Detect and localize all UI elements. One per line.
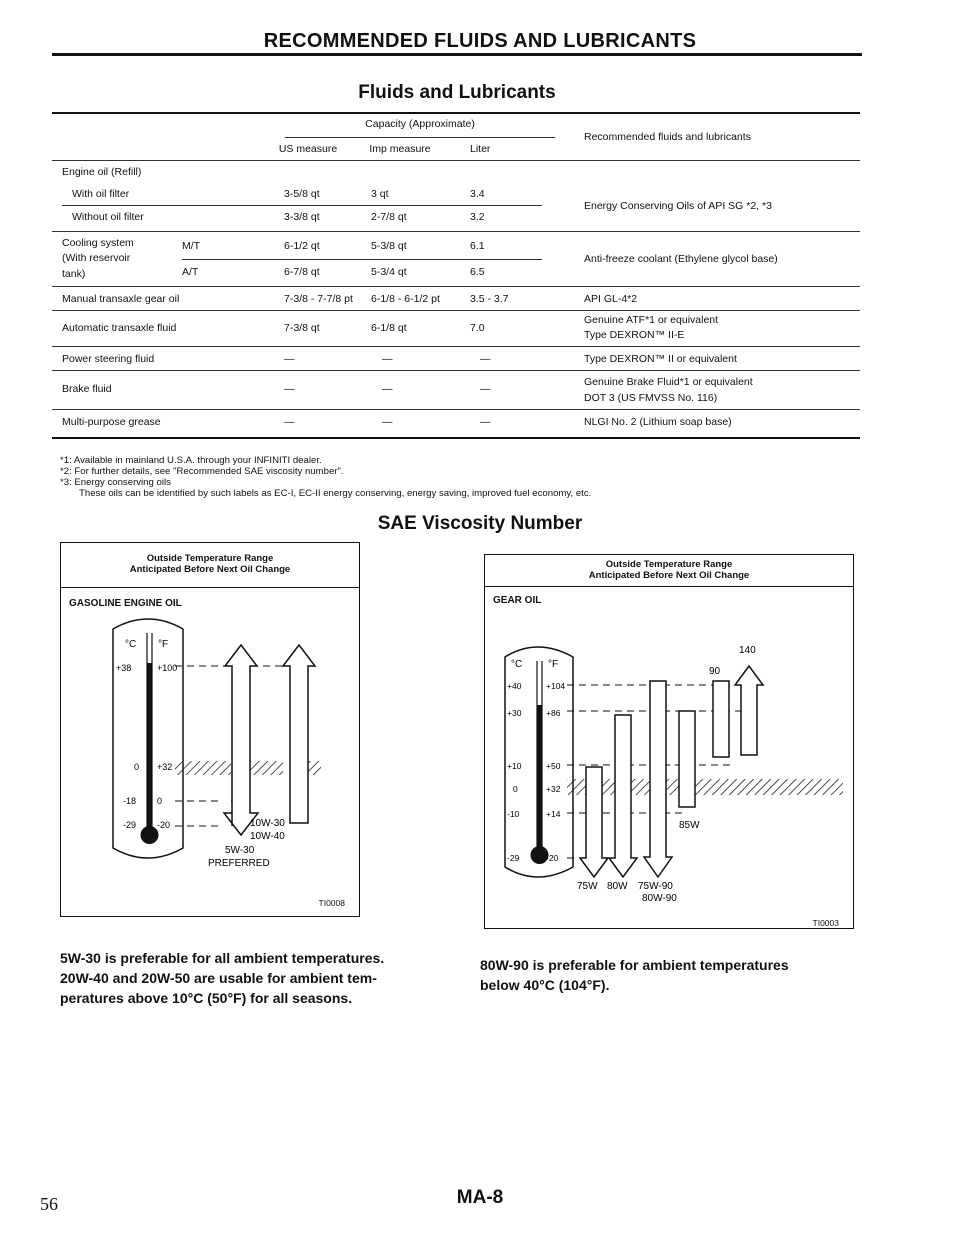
temp-f-label: +32: [157, 762, 173, 772]
cell-imp: 5-3/8 qt: [371, 240, 407, 252]
unit-c-label: °C: [511, 659, 523, 670]
box-header-line: Outside Temperature Range: [146, 553, 274, 564]
cell-liter: 3.4: [470, 188, 485, 200]
footnote: *1: Available in mainland U.S.A. through your INFINITI dealer.: [60, 455, 322, 466]
cell-recommended: NLGI No. 2 (Lithium soap base): [584, 416, 732, 428]
engine-oil-subtitle: GASOLINE ENGINE OIL: [69, 598, 182, 609]
engine-oil-caption: 5W-30 is preferable for all ambient temperatures. 20W-40 and 20W-50 are usable for ambient tem- peratures above 10°C (50°F) for all seasons.: [60, 950, 385, 1006]
steering-label: Power steering fluid: [62, 353, 155, 365]
cell-imp: 6-1/8 qt: [371, 322, 407, 334]
temp-c-label: +30: [507, 708, 522, 718]
gear-oil-chart-box: [484, 554, 854, 929]
page-code: MA-8: [456, 1187, 504, 1208]
cell-liter: 3.5 - 3.7: [470, 293, 509, 305]
cell-us: 6-1/2 qt: [284, 240, 320, 252]
label-140: 140: [739, 645, 756, 656]
cell-imp: 3 qt: [371, 188, 389, 200]
figure-code: TI0008: [318, 898, 345, 908]
cooling-label: tank): [62, 268, 86, 280]
engine-oil-viscosity-chart: [61, 543, 359, 915]
cell-recommended: Genuine Brake Fluid*1 or equivalent: [584, 376, 753, 388]
cell-liter: —: [480, 353, 491, 365]
temp-f-label: +100: [157, 663, 178, 673]
mt-label: M/T: [182, 240, 201, 252]
label-10w30: 10W-30: [250, 818, 285, 829]
cell-imp: —: [382, 353, 393, 365]
temp-f-label: -20: [157, 820, 171, 830]
section-title: Fluids and Lubricants: [358, 82, 556, 103]
temp-c-label: -10: [507, 809, 520, 819]
table-top-rule: [52, 112, 860, 114]
temp-c-label: 0: [513, 784, 518, 794]
automatic-label: Automatic transaxle fluid: [62, 322, 177, 334]
unit-c-label: °C: [125, 639, 137, 650]
cooling-label: (With reservoir: [62, 252, 131, 264]
label-80w: 80W: [607, 881, 628, 892]
engine-oil-chart-box: [60, 542, 360, 917]
cell-liter: 3.2: [470, 211, 485, 223]
with-filter-label: With oil filter: [72, 188, 130, 200]
cell-imp: —: [382, 416, 393, 428]
footnote: *3: Energy conserving oils: [60, 477, 171, 488]
sae-title: SAE Viscosity Number: [377, 513, 583, 534]
label-75w90: 75W-90: [638, 881, 673, 892]
unit-f-label: °F: [158, 639, 169, 650]
temp-c-label: +38: [116, 663, 132, 673]
temp-f-label: +32: [546, 784, 561, 794]
figure-code: TI0003: [812, 918, 839, 928]
cell-recommended: Anti-freeze coolant (Ethylene glycol base): [584, 253, 778, 265]
temp-c-label: -29: [123, 820, 137, 830]
cell-us: —: [284, 416, 295, 428]
cell-imp: 2-7/8 qt: [371, 211, 407, 223]
label-80w90: 80W-90: [642, 893, 677, 904]
col-liter-header: Liter: [470, 143, 491, 155]
temp-c-label: -29: [507, 853, 520, 863]
cell-us: —: [284, 383, 295, 395]
cell-imp: 6-1/8 - 6-1/2 pt: [371, 293, 440, 305]
temp-f-label: +86: [546, 708, 561, 718]
cell-recommended: Type DEXRON™ II-E: [584, 329, 685, 341]
temp-c-label: -18: [123, 796, 137, 806]
gear-oil-viscosity-chart: [485, 555, 853, 927]
label-10w40: 10W-40: [250, 831, 285, 842]
col-recommended-header: Recommended fluids and lubricants: [584, 131, 751, 143]
label-75w: 75W: [577, 881, 598, 892]
without-filter-label: Without oil filter: [72, 211, 144, 223]
page-number: 56: [40, 1194, 58, 1214]
hatch-band-32f: [567, 779, 843, 795]
temp-f-label: +104: [546, 681, 566, 691]
cell-liter: 6.5: [470, 266, 485, 278]
manual-label: Manual transaxle gear oil: [62, 293, 180, 305]
page-title: RECOMMENDED FLUIDS AND LUBRICANTS: [263, 30, 697, 52]
cell-liter: —: [480, 383, 491, 395]
capacity-header: Capacity (Approximate): [365, 118, 475, 130]
cell-us: 7-3/8 qt: [284, 322, 320, 334]
temp-f-label: +14: [546, 809, 561, 819]
footnote: These oils can be identified by such labels as EC-I, EC-II energy conserving, energy saving, improved fuel economy, etc.: [79, 488, 592, 499]
col-imp-header: Imp measure: [369, 143, 431, 155]
box-header-line: Outside Temperature Range: [605, 559, 733, 570]
temp-c-label: +10: [507, 761, 522, 771]
temp-c-label: 0: [134, 762, 140, 772]
cell-us: 7-3/8 - 7-7/8 pt: [284, 293, 353, 305]
title-divider: [52, 53, 862, 56]
temp-f-label: -20: [546, 853, 559, 863]
footnote: *2: For further details, see "Recommended SAE viscosity number".: [60, 466, 344, 477]
at-label: A/T: [182, 266, 199, 278]
label-85w: 85W: [679, 820, 700, 831]
col-us-header: US measure: [278, 143, 338, 155]
band-10w30-arrow: [283, 645, 315, 823]
engine-oil-label: Engine oil (Refill): [62, 166, 142, 178]
cell-recommended: API GL-4*2: [584, 293, 638, 305]
temp-c-label: +40: [507, 681, 522, 691]
cell-us: —: [284, 353, 295, 365]
band-80w-arrow: [609, 715, 637, 877]
temp-f-label: +50: [546, 761, 561, 771]
cell-recommended: Genuine ATF*1 or equivalent: [584, 314, 719, 326]
brake-label: Brake fluid: [62, 383, 112, 395]
gear-oil-subtitle: GEAR OIL: [493, 595, 542, 606]
cell-us: 3-3/8 qt: [284, 211, 320, 223]
cell-imp: —: [382, 383, 393, 395]
grease-label: Multi-purpose grease: [62, 416, 161, 428]
table-bottom-rule: [52, 437, 860, 439]
band-85w-bar: [679, 711, 695, 807]
label-5w30: 5W-30: [225, 845, 255, 856]
cell-recommended: Energy Conserving Oils of API SG *2, *3: [584, 200, 772, 212]
label-90: 90: [709, 666, 721, 677]
unit-f-label: °F: [548, 659, 559, 670]
temp-f-label: 0: [157, 796, 163, 806]
box-header-line: Anticipated Before Next Oil Change: [588, 570, 750, 581]
label-preferred: PREFERRED: [208, 858, 270, 869]
cell-imp: 5-3/4 qt: [371, 266, 407, 278]
cell-liter: —: [480, 416, 491, 428]
band-5w30-arrow: [224, 645, 258, 835]
cell-recommended: DOT 3 (US FMVSS No. 116): [584, 392, 718, 404]
cell-liter: 6.1: [470, 240, 485, 252]
cell-liter: 7.0: [470, 322, 485, 334]
cell-recommended: Type DEXRON™ II or equivalent: [584, 353, 737, 365]
cell-us: 6-7/8 qt: [284, 266, 320, 278]
box-header-line: Anticipated Before Next Oil Change: [129, 564, 291, 575]
cell-us: 3-5/8 qt: [284, 188, 320, 200]
gear-oil-caption: 80W-90 is preferable for ambient temperatures below 40°C (104°F).: [480, 957, 789, 993]
band-90-bar: [713, 681, 729, 757]
cooling-label: Cooling system: [62, 237, 134, 249]
